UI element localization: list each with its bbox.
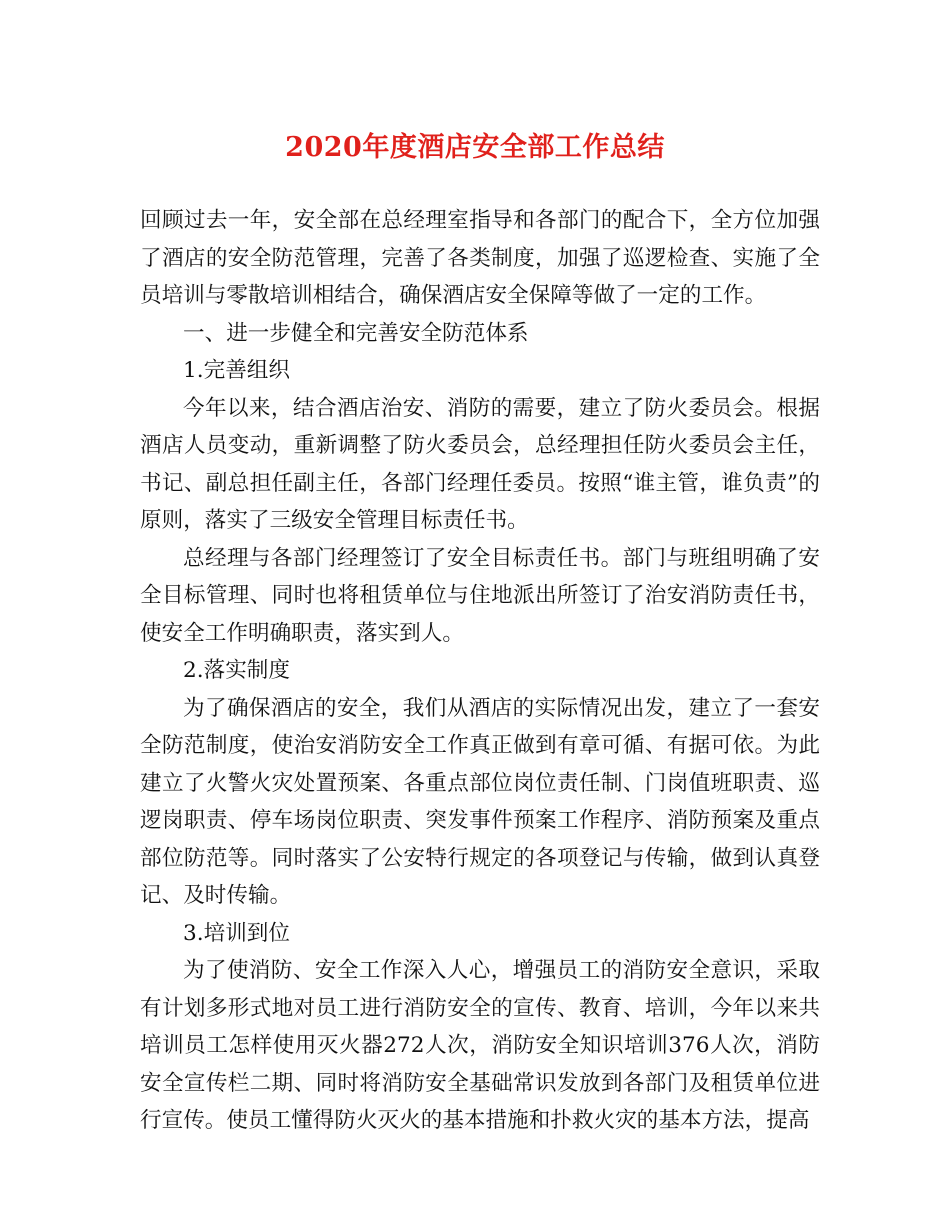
paragraph-organization: 今年以来，结合酒店治安、消防的需要，建立了防火委员会。根据酒店人员变动，重新调整了防火委员会，总经理担任防火委员会主任，书记、副总担任副主任，各部门经理任委员。按照“谁主管，谁负责”的原则，落实了三级安全管理目标责任书。	[140, 395, 820, 533]
document-title: 2020年度酒店安全部工作总结	[285, 132, 665, 163]
paragraph-training: 为了使消防、安全工作深入人心，增强员工的消防安全意识，采取有计划多形式地对员工进行消防安全的宣传、教育、培训，今年以来共培训员工怎样使用灭火器272人次，消防安全知识培训376人次，消防安全宣传栏二期、同时将消防安全基础常识发放到各部门及租赁单位进行宣传。使员工懂得防火灭火的基本措施和扑救火灾的基本方法，提高	[140, 958, 820, 1133]
subheading-training: 3.培训到位	[183, 920, 290, 946]
subheading-system: 2.落实制度	[183, 658, 290, 683]
subheading-organization: 1.完善组织	[183, 358, 290, 383]
intro-paragraph: 回顾过去一年，安全部在总经理室指导和各部门的配合下，全方位加强了酒店的安全防范管理，完善了各类制度，加强了巡逻检查、实施了全员培训与零散培训相结合，确保酒店安全保障等做了一定的工作。	[140, 208, 820, 308]
paragraph-responsibility: 总经理与各部门经理签订了安全目标责任书。部门与班组明确了安全目标管理、同时也将租赁单位与住地派出所签订了治安消防责任书，使安全工作明确职责，落实到人。	[140, 545, 820, 646]
paragraph-system: 为了确保酒店的安全，我们从酒店的实际情况出发，建立了一套安全防范制度，使治安消防安全工作真正做到有章可循、有据可依。为此建立了火警火灾处置预案、各重点部位岗位责任制、门岗值班职责、巡逻岗职责、停车场岗位职责、突发事件预案工作程序、消防预案及重点部位防范等。同时落实了公安特行规定的各项登记与传输，做到认真登记、及时传输。	[140, 695, 820, 908]
section-heading-1: 一、进一步健全和完善安全防范体系	[183, 320, 529, 346]
document-body	[140, 202, 820, 1140]
